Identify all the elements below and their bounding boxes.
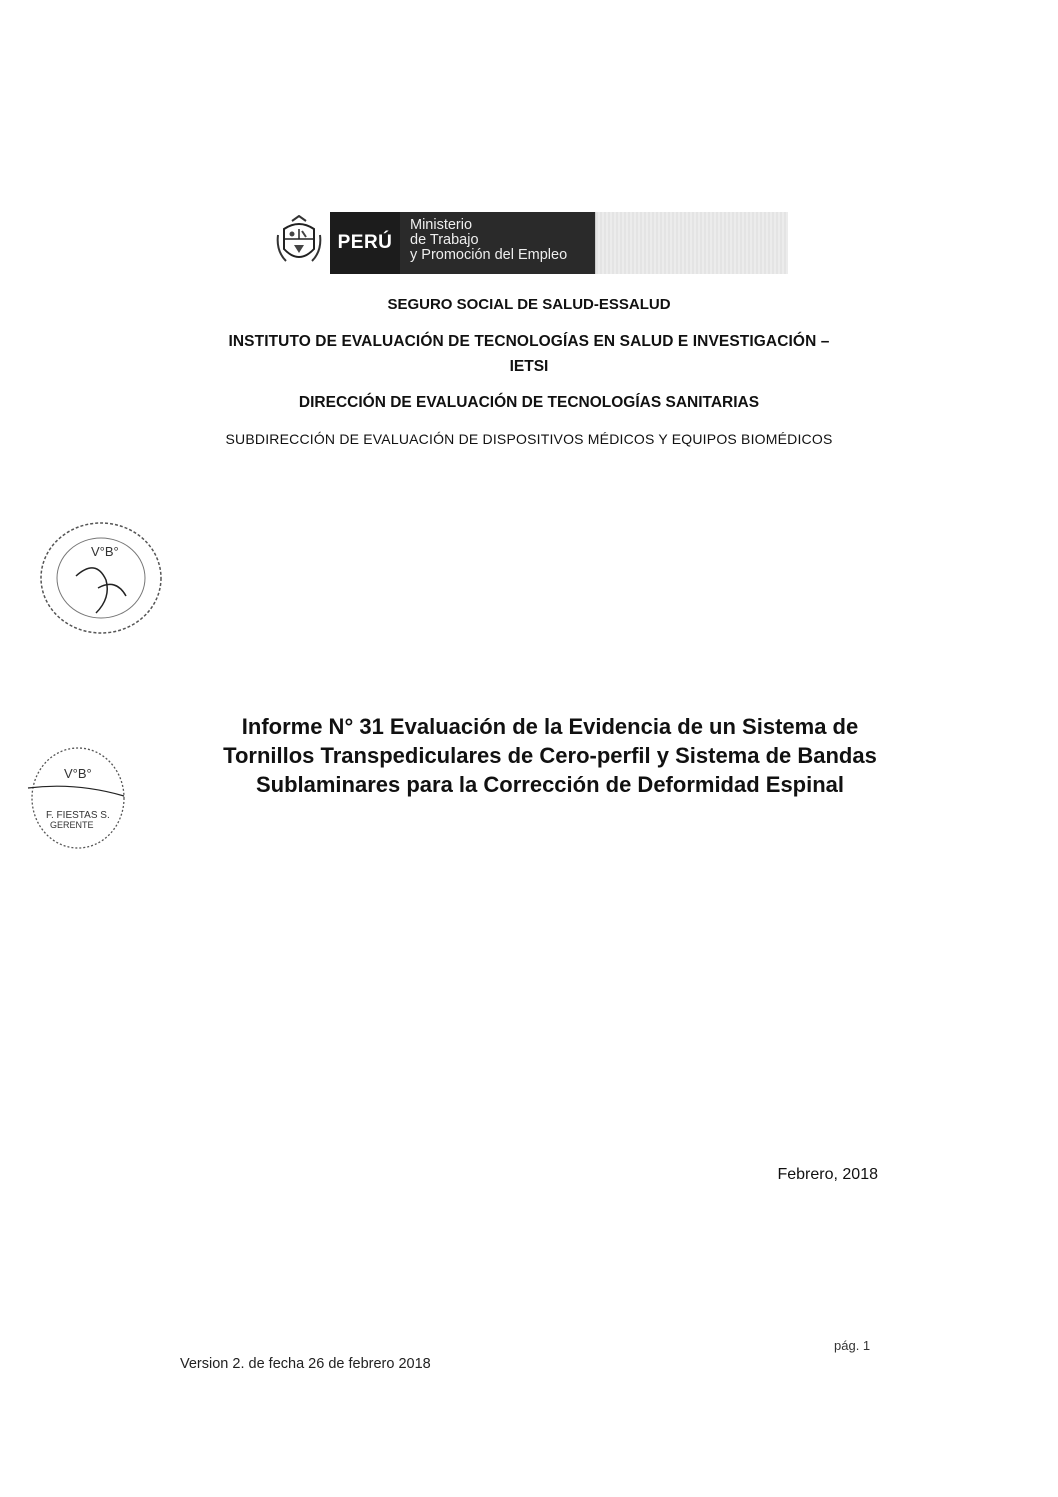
stamp-1-mark: V°B° <box>91 544 119 559</box>
page-number: pág. 1 <box>834 1338 871 1353</box>
report-date: Febrero, 2018 <box>777 1166 878 1183</box>
report-title-line-1: Informe N° 31 Evaluación de la Evidencia de un Sistema de <box>241 714 859 739</box>
version-footer: Version 2. de fecha 26 de febrero 2018 <box>180 1356 431 1372</box>
stamp-2-mark: V°B° <box>64 766 92 781</box>
header-subdirection: SUBDIRECCIÓN DE EVALUACIÓN DE DISPOSITIVOS MÉDICOS Y EQUIPOS BIOMÉDICOS <box>225 431 833 447</box>
stamp-2-role: GERENTE <box>50 820 94 830</box>
ministry-logo <box>268 212 788 274</box>
country-label: PERÚ <box>330 212 400 274</box>
logo-grey-band <box>595 212 788 274</box>
header-institute: INSTITUTO DE EVALUACIÓN DE TECNOLOGÍAS EN SALUD E INVESTIGACIÓN – <box>228 333 830 350</box>
header-organization: SEGURO SOCIAL DE SALUD-ESSALUD <box>387 296 671 313</box>
ministry-line-2: de Trabajo <box>410 232 479 248</box>
report-title-line-3: Sublaminares para la Corrección de Deformidad Espinal <box>255 772 845 797</box>
ministry-line-3: y Promoción del Empleo <box>410 247 568 263</box>
approval-stamp-1 <box>36 518 166 640</box>
header-direction: DIRECCIÓN DE EVALUACIÓN DE TECNOLOGÍAS SANITARIAS <box>298 394 760 411</box>
report-title-line-2: Tornillos Transpediculares de Cero-perfil y Sistema de Bandas <box>223 743 877 768</box>
ministry-line-1: Ministerio <box>410 217 473 233</box>
ministry-name <box>400 212 595 274</box>
stamp-2-name: F. FIESTAS S. <box>46 810 110 821</box>
header-institute-acronym: IETSI <box>509 358 549 375</box>
approval-stamp-2 <box>26 742 126 852</box>
report-title <box>140 712 960 799</box>
coat-of-arms-icon <box>268 212 330 274</box>
